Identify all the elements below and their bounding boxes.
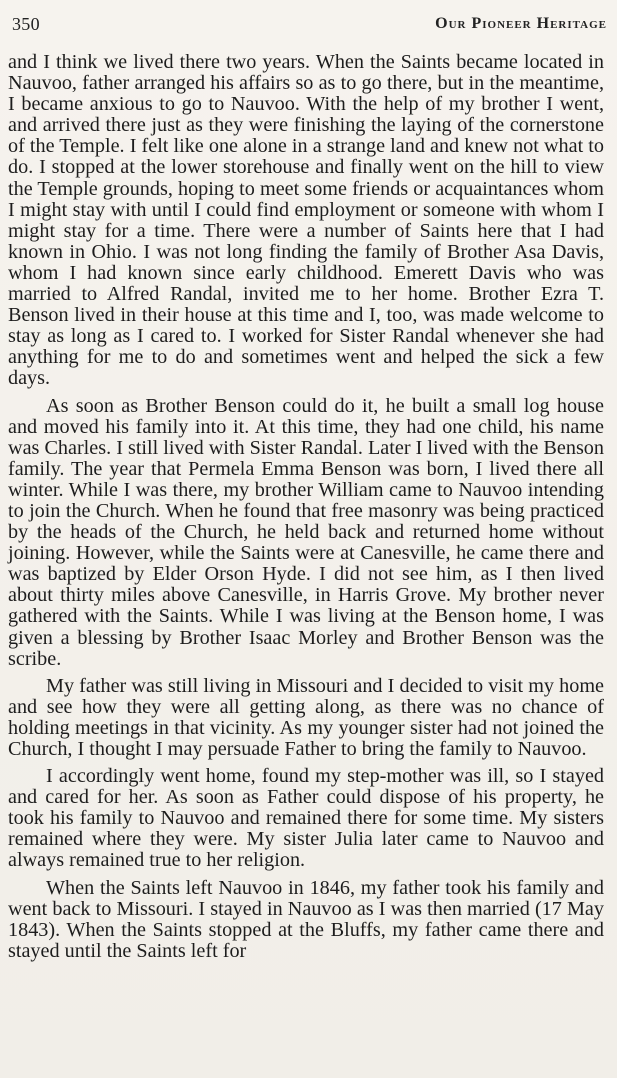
page-header <box>8 14 607 38</box>
paragraph-5: When the Saints left Nauvoo in 1846, my father took his family and went back to Missouri. I stayed in Nauvoo as I was then married (17 May 1843). When the Saints stopped at the Bluffs, my father came there and stayed until the Saints left for <box>8 876 604 962</box>
paragraph-2: As soon as Brother Benson could do it, he built a small log house and moved his family into it. At this time, they had one child, his name was Charles. I still lived with Sister Randal. Later I lived with the Benson family. The year that Permela Emma Benson was born, I lived there all winter. While I was there, my brother William came to Nauvoo intending to join the Church. When he found that free masonry was being practiced by the heads of the Church, he held back and returned home without joining. However, while the Saints were at Canesville, he came there and was baptized by Elder Orson Hyde. I did not see him, as I then lived about thirty miles above Canesville, in Harris Grove. My brother never gathered with the Saints. While I was living at the Benson home, I was given a blessing by Brother Isaac Morley and Brother Benson was the scribe. <box>8 394 604 670</box>
paragraph-4: I accordingly went home, found my step-mother was ill, so I stayed and cared for her. As soon as Father could dispose of his property, he took his family to Nauvoo and remained there for some time. My sisters remained where they were. My sister Julia later came to Nauvoo and always remained true to her religion. <box>8 765 604 872</box>
paragraph-1: and I think we lived there two years. When the Saints became located in Nauvoo, father arranged his affairs so as to go there, but in the meantime, I became anxious to go to Nauvoo. With the help of my brother I went, and arrived there just as they were finishing the laying of the cornerstone of the Temple. I felt like one alone in a strange land and knew not what to do. I stopped at the lower storehouse and finally went on the hill to view the Temple grounds, hoping to meet some friends or acquaintances whom I might stay with until I could find employment or someone with whom I might stay for a time. There were a number of Saints here that I had known in Ohio. I was not long finding the family of Brother Asa Davis, whom I had known since early childhood. Emerett Davis who was married to Alfred Randal, invited me to her home. Brother Ezra T. Benson lived in their house at this time and I, too, was made welcome to stay as long as I cared to. I worked for Sister Randal whenever she had anything for me to do and sometimes went and helped the sick a few days. <box>8 51 604 390</box>
page-number: 350 <box>12 14 40 34</box>
running-head: Our Pioneer Heritage <box>435 15 607 32</box>
body-text <box>8 52 604 962</box>
paragraph-3: My father was still living in Missouri and I decided to visit my home and see how they were all getting along, as there was no chance of holding meetings in that vicinity. As my younger sister had not joined the Church, I thought I may persuade Father to bring the family to Nauvoo. <box>8 674 604 760</box>
